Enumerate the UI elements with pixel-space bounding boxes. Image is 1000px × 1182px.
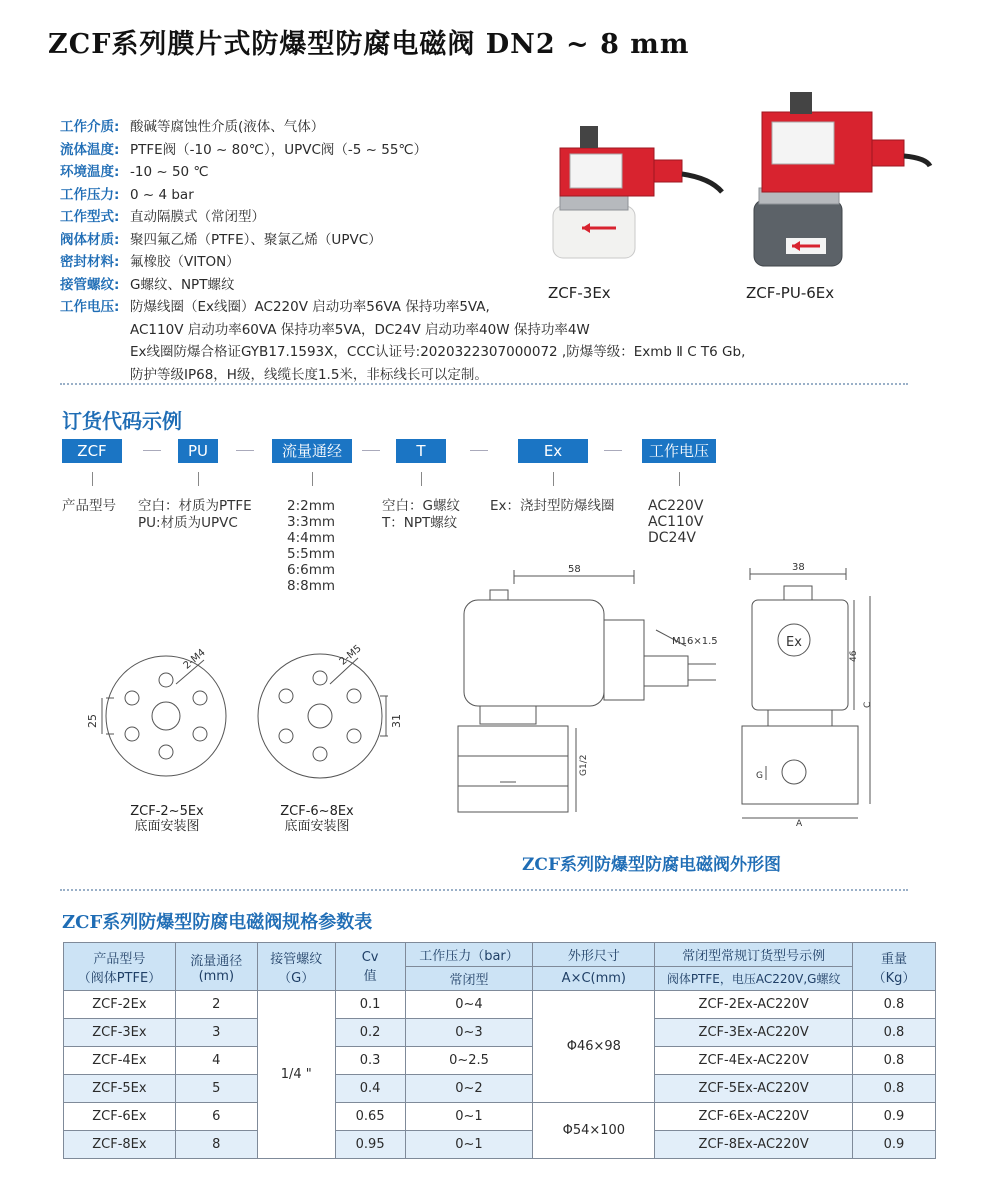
desc-line: Ex：浇封型防爆线圈: [490, 498, 615, 514]
dim-text: 25: [86, 714, 99, 728]
order-code-thread: T: [396, 439, 446, 463]
cell-size: Φ46×98: [533, 991, 655, 1103]
bottom-view-left: [86, 647, 226, 776]
cell-cv: 0.3: [335, 1047, 405, 1075]
desc-line: 产品型号: [62, 498, 116, 514]
th-model: [64, 943, 176, 991]
spec-value-line: G螺纹、NPT螺纹: [130, 276, 235, 293]
table-row: [64, 1131, 936, 1159]
spec-label: 阀体材质:: [60, 231, 120, 248]
bottom-left-caption: [112, 804, 222, 834]
code-separator: [143, 450, 161, 451]
spec-label: 工作介质:: [60, 119, 120, 135]
spec-label: 流体温度:: [60, 141, 120, 158]
caption-line: ZCF-6~8Ex: [280, 804, 354, 819]
code-tick: [421, 472, 422, 486]
spec-value: [130, 274, 234, 297]
cell-cv: 0.95: [335, 1131, 405, 1159]
dim-text: 58: [568, 564, 581, 575]
callout-text: 2-M4: [181, 647, 208, 672]
cell-pressure: 0~2.5: [405, 1047, 533, 1075]
cell-model: ZCF-3Ex: [64, 1019, 176, 1047]
desc-line: AC220V: [648, 498, 704, 514]
cell-weight: 0.8: [853, 1075, 936, 1103]
table-row: [64, 1075, 936, 1103]
spec-value: [130, 161, 209, 184]
desc-line: 6:6mm: [287, 562, 336, 578]
th-line: 产品型号: [93, 951, 146, 967]
cell-order: ZCF-2Ex-AC220V: [655, 991, 853, 1019]
code-tick: [92, 472, 93, 486]
spec-label: 工作电压:: [60, 299, 120, 315]
code-tick: [679, 472, 680, 486]
page-title: ZCF系列膜片式防爆型防腐电磁阀 DN2 ~ 8 mm: [48, 29, 690, 60]
bottom-view-right: [258, 643, 403, 778]
spec-value: [130, 251, 240, 274]
cell-cv: 0.65: [335, 1103, 405, 1131]
caption-line: 底面安装图: [134, 819, 200, 834]
code-separator: [362, 450, 380, 451]
spec-value-line: 0 ~ 4 bar: [130, 186, 194, 203]
spec-label: 密封材料:: [60, 254, 120, 270]
photo-label-left: ZCF-3Ex: [548, 284, 611, 302]
cell-model: ZCF-6Ex: [64, 1103, 176, 1131]
outline-drawings: [450, 560, 880, 830]
th-order-sub: 阀体PTFE，电压AC220V,G螺纹: [655, 967, 853, 991]
th-order: 常闭型常规订货型号示例: [655, 943, 853, 967]
spec-label: 工作型式:: [60, 209, 120, 225]
cell-flow: 2: [175, 991, 257, 1019]
cell-cv: 0.4: [335, 1075, 405, 1103]
bottom-right-caption: [262, 804, 372, 834]
spec-value-line: AC110V 启动功率60VA 保持功率5VA，DC24V 启动功率40W 保持功率4W: [130, 321, 590, 338]
divider: [60, 383, 908, 385]
desc-line: T：NPT螺纹: [382, 515, 458, 531]
cell-model: ZCF-4Ex: [64, 1047, 176, 1075]
th-size: 外形尺寸: [533, 943, 655, 967]
order-desc-thread: [382, 498, 460, 532]
caption-line: ZCF-2~5Ex: [130, 804, 204, 819]
table-row: [64, 1103, 936, 1131]
order-code-flow: 流量通经: [272, 439, 352, 463]
order-section-title: 订货代码示例: [62, 409, 182, 433]
th-line: Cv: [361, 949, 379, 965]
front-view-drawing: [742, 562, 873, 829]
order-desc-coil: [490, 498, 615, 515]
spec-value-line: 聚四氟乙烯（PTFE）、聚氯乙烯（UPVC）: [130, 231, 382, 248]
spec-label: 接管螺纹:: [60, 276, 120, 293]
code-tick: [312, 472, 313, 486]
cell-order: ZCF-4Ex-AC220V: [655, 1047, 853, 1075]
desc-line: 4:4mm: [287, 530, 336, 546]
table-row: [64, 1019, 936, 1047]
spec-table: [63, 942, 936, 1159]
desc-line: 8:8mm: [287, 578, 336, 594]
code-tick: [553, 472, 554, 486]
th-pressure: 工作压力（bar）: [405, 943, 533, 967]
product-photos: [540, 88, 920, 308]
th-flow: [175, 943, 257, 991]
th-line: （G）: [278, 970, 315, 986]
order-code-voltage: 工作电压: [642, 439, 716, 463]
th-line: 重量: [880, 951, 907, 967]
dim-text: A: [796, 819, 803, 829]
thread-text: M16×1.5: [672, 636, 718, 647]
cell-weight: 0.9: [853, 1131, 936, 1159]
bottom-mount-drawings: [80, 640, 403, 800]
cell-flow: 3: [175, 1019, 257, 1047]
spec-label: 工作压力:: [60, 186, 120, 203]
th-thread: [257, 943, 335, 991]
outline-caption: ZCF系列防爆型防腐电磁阀外形图: [522, 855, 782, 875]
cell-order: ZCF-3Ex-AC220V: [655, 1019, 853, 1047]
desc-line: PU:材质为UPVC: [138, 515, 238, 531]
table-title: ZCF系列防爆型防腐电磁阀规格参数表: [62, 912, 373, 933]
cell-pressure: 0~2: [405, 1075, 533, 1103]
spec-value-line: 酸碱等腐蚀性介质(液体、气体）: [130, 119, 325, 135]
spec-label: 环境温度:: [60, 164, 120, 180]
dim-text: 46: [849, 650, 859, 662]
spec-value: [130, 296, 745, 386]
th-line: 流量通径: [190, 953, 243, 969]
cell-order: ZCF-6Ex-AC220V: [655, 1103, 853, 1131]
dim-text: C: [863, 701, 873, 708]
cell-pressure: 0~4: [405, 991, 533, 1019]
th-weight: [853, 943, 936, 991]
desc-line: 2:2mm: [287, 498, 336, 514]
cell-order: ZCF-5Ex-AC220V: [655, 1075, 853, 1103]
desc-line: 空白：材质为PTFE: [138, 498, 252, 514]
valve-photo-left: [553, 126, 722, 258]
side-view-drawing: [458, 564, 718, 812]
th-line: （阀体PTFE）: [77, 970, 162, 986]
spec-value: [130, 229, 382, 252]
th-line: （Kg）: [872, 970, 916, 986]
table-row: [64, 1047, 936, 1075]
cell-model: ZCF-5Ex: [64, 1075, 176, 1103]
cell-weight: 0.8: [853, 1047, 936, 1075]
spec-value-line: PTFE阀（-10 ~ 80℃），UPVC阀（-5 ~ 55℃）: [130, 141, 428, 158]
order-desc-material: [138, 498, 252, 532]
spec-value: [130, 206, 265, 229]
table-row: [64, 991, 936, 1019]
th-line: 接管螺纹: [270, 951, 323, 967]
callout-text: 2-M5: [337, 643, 364, 668]
desc-line: DC24V: [648, 530, 696, 546]
order-code-model: ZCF: [62, 439, 122, 463]
spec-value-line: 氟橡胶（VITON）: [130, 254, 240, 270]
caption-line: 底面安装图: [284, 819, 350, 834]
spec-value-line: 防爆线圈（Ex线圈）AC220V 启动功率56VA 保持功率5VA,: [130, 299, 490, 315]
cell-pressure: 0~1: [405, 1131, 533, 1159]
cell-thread: 1/4 ": [257, 991, 335, 1159]
code-separator: [236, 450, 254, 451]
th-line: (mm): [198, 968, 235, 984]
cell-flow: 4: [175, 1047, 257, 1075]
th-cv: [335, 943, 405, 991]
cell-size: Φ54×100: [533, 1103, 655, 1159]
order-code-material: PU: [178, 439, 218, 463]
desc-line: 空白：G螺纹: [382, 498, 460, 514]
ex-mark-text: Ex: [786, 635, 802, 650]
code-separator: [604, 450, 622, 451]
spec-value-line: -10 ~ 50 ℃: [130, 164, 209, 180]
dim-text: G1/2: [579, 754, 589, 776]
cell-weight: 0.8: [853, 1019, 936, 1047]
cell-cv: 0.2: [335, 1019, 405, 1047]
cell-order: ZCF-8Ex-AC220V: [655, 1131, 853, 1159]
desc-line: 5:5mm: [287, 546, 336, 562]
code-separator: [470, 450, 488, 451]
code-tick: [198, 472, 199, 486]
cell-model: ZCF-2Ex: [64, 991, 176, 1019]
dim-text: 31: [390, 714, 403, 728]
order-desc-model: [62, 498, 116, 515]
spec-value: [130, 116, 324, 139]
cell-flow: 6: [175, 1103, 257, 1131]
dim-text: 38: [792, 562, 805, 573]
spec-value-line: 直动隔膜式（常闭型）: [130, 209, 265, 225]
th-pressure-sub: 常闭型: [405, 967, 533, 991]
photo-label-right: ZCF-PU-6Ex: [746, 284, 835, 302]
cell-model: ZCF-8Ex: [64, 1131, 176, 1159]
cell-flow: 5: [175, 1075, 257, 1103]
order-desc-flow: [287, 498, 335, 594]
cell-weight: 0.8: [853, 991, 936, 1019]
spec-value-line: Ex线圈防爆合格证GYB17.1593X，CCC认证号:2020322307000072 ,防爆等级：Exmb Ⅱ C T6 Gb,: [130, 344, 746, 360]
desc-line: 3:3mm: [287, 514, 336, 530]
valve-photo-right: [754, 92, 930, 266]
spec-value-line: 防护等级IP68，H级，线缆长度1.5米，非标线长可以定制。: [130, 366, 488, 383]
order-desc-voltage: [648, 498, 703, 546]
order-code-coil: Ex: [518, 439, 588, 463]
spec-value: [130, 184, 194, 207]
divider: [60, 889, 908, 891]
dim-text: G: [756, 771, 763, 781]
cell-weight: 0.9: [853, 1103, 936, 1131]
cell-pressure: 0~3: [405, 1019, 533, 1047]
cell-pressure: 0~1: [405, 1103, 533, 1131]
th-line: 值: [363, 968, 377, 984]
cell-flow: 8: [175, 1131, 257, 1159]
cell-cv: 0.1: [335, 991, 405, 1019]
spec-value: [130, 139, 427, 162]
spec-row: [60, 296, 745, 386]
th-size-sub: A×C(mm): [533, 967, 655, 991]
desc-line: AC110V: [648, 514, 704, 530]
